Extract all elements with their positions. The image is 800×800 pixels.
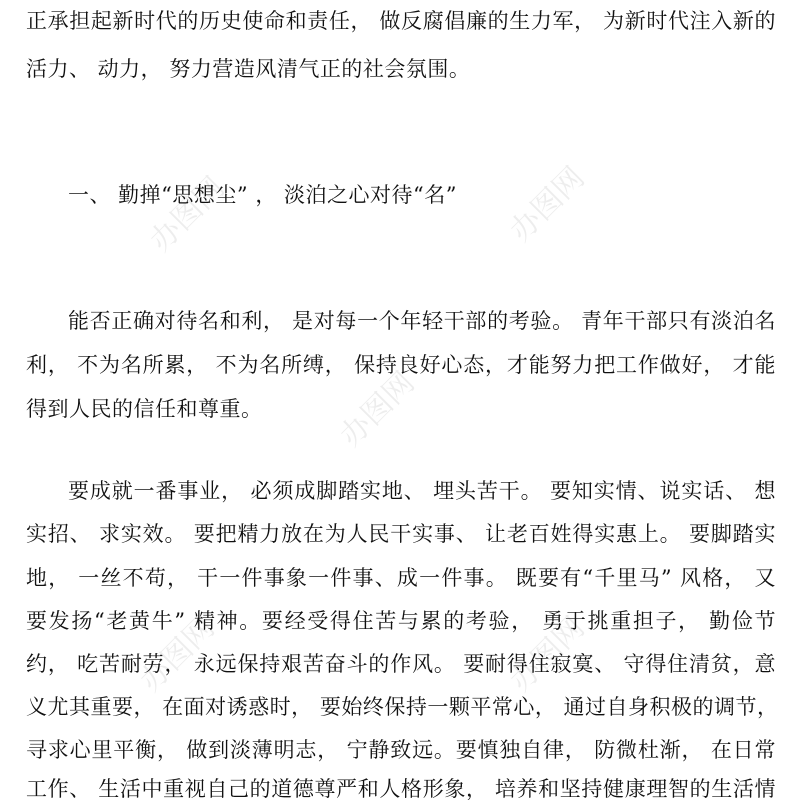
paragraph-line: 地， 一丝不苟， 干一件事象一件事、成一件事。 既要有“千里马” 风格， 又 — [26, 566, 776, 590]
paragraph-line: 义尤其重要， 在面对诱惑时， 要始终保持一颗平常心， 通过自身积极的调节， — [26, 695, 779, 719]
watermark: 办图网 — [133, 610, 222, 699]
watermark: 办图网 — [503, 610, 592, 699]
paragraph-line: 工作、 生活中重视自己的道德尊严和人格形象， 培养和坚持健康理智的生活情 — [26, 777, 776, 800]
paragraph-line: 寻求心里平衡， 做到淡薄明志， 宁静致远。要慎独自律， 防微杜渐， 在日常 — [26, 738, 776, 762]
paragraph-line: 活力、 动力， 努力营造风清气正的社会氛围。 — [26, 57, 471, 81]
paragraph-line: 利， 不为名所累， 不为名所缚， 保持良好心态，才能努力把工作做好， 才能 — [26, 353, 776, 377]
watermark: 办图网 — [333, 365, 422, 454]
paragraph-line: 约， 吃苦耐劳， 永远保持艰苦奋斗的作风。 要耐得住寂寞、 守得住清贫，意 — [26, 652, 776, 676]
paragraph-line: 要发扬“老黄牛” 精神。要经受得住苦与累的考验， 勇于挑重担子， 勤俭节 — [26, 609, 776, 633]
paragraph-line: 实招、 求实效。 要把精力放在为人民干实事、 让老百姓得实惠上。 要脚踏实 — [26, 522, 776, 546]
section-heading: 一、 勤掸“思想尘” ， 淡泊之心对待“名” — [68, 183, 457, 207]
watermark: 办图网 — [503, 160, 592, 249]
paragraph-line: 得到人民的信任和尊重。 — [26, 397, 263, 421]
paragraph-line: 能否正确对待名和利， 是对每一个年轻干部的考验。 青年干部只有淡泊名 — [68, 309, 776, 333]
paragraph-line: 要成就一番事业， 必须成脚踏实地、 埋头苦干。 要知实情、说实话、 想 — [68, 479, 776, 503]
paragraph-line: 正承担起新时代的历史使命和责任， 做反腐倡廉的生力军， 为新时代注入新的 — [26, 9, 776, 33]
watermark: 办图网 — [143, 170, 232, 259]
